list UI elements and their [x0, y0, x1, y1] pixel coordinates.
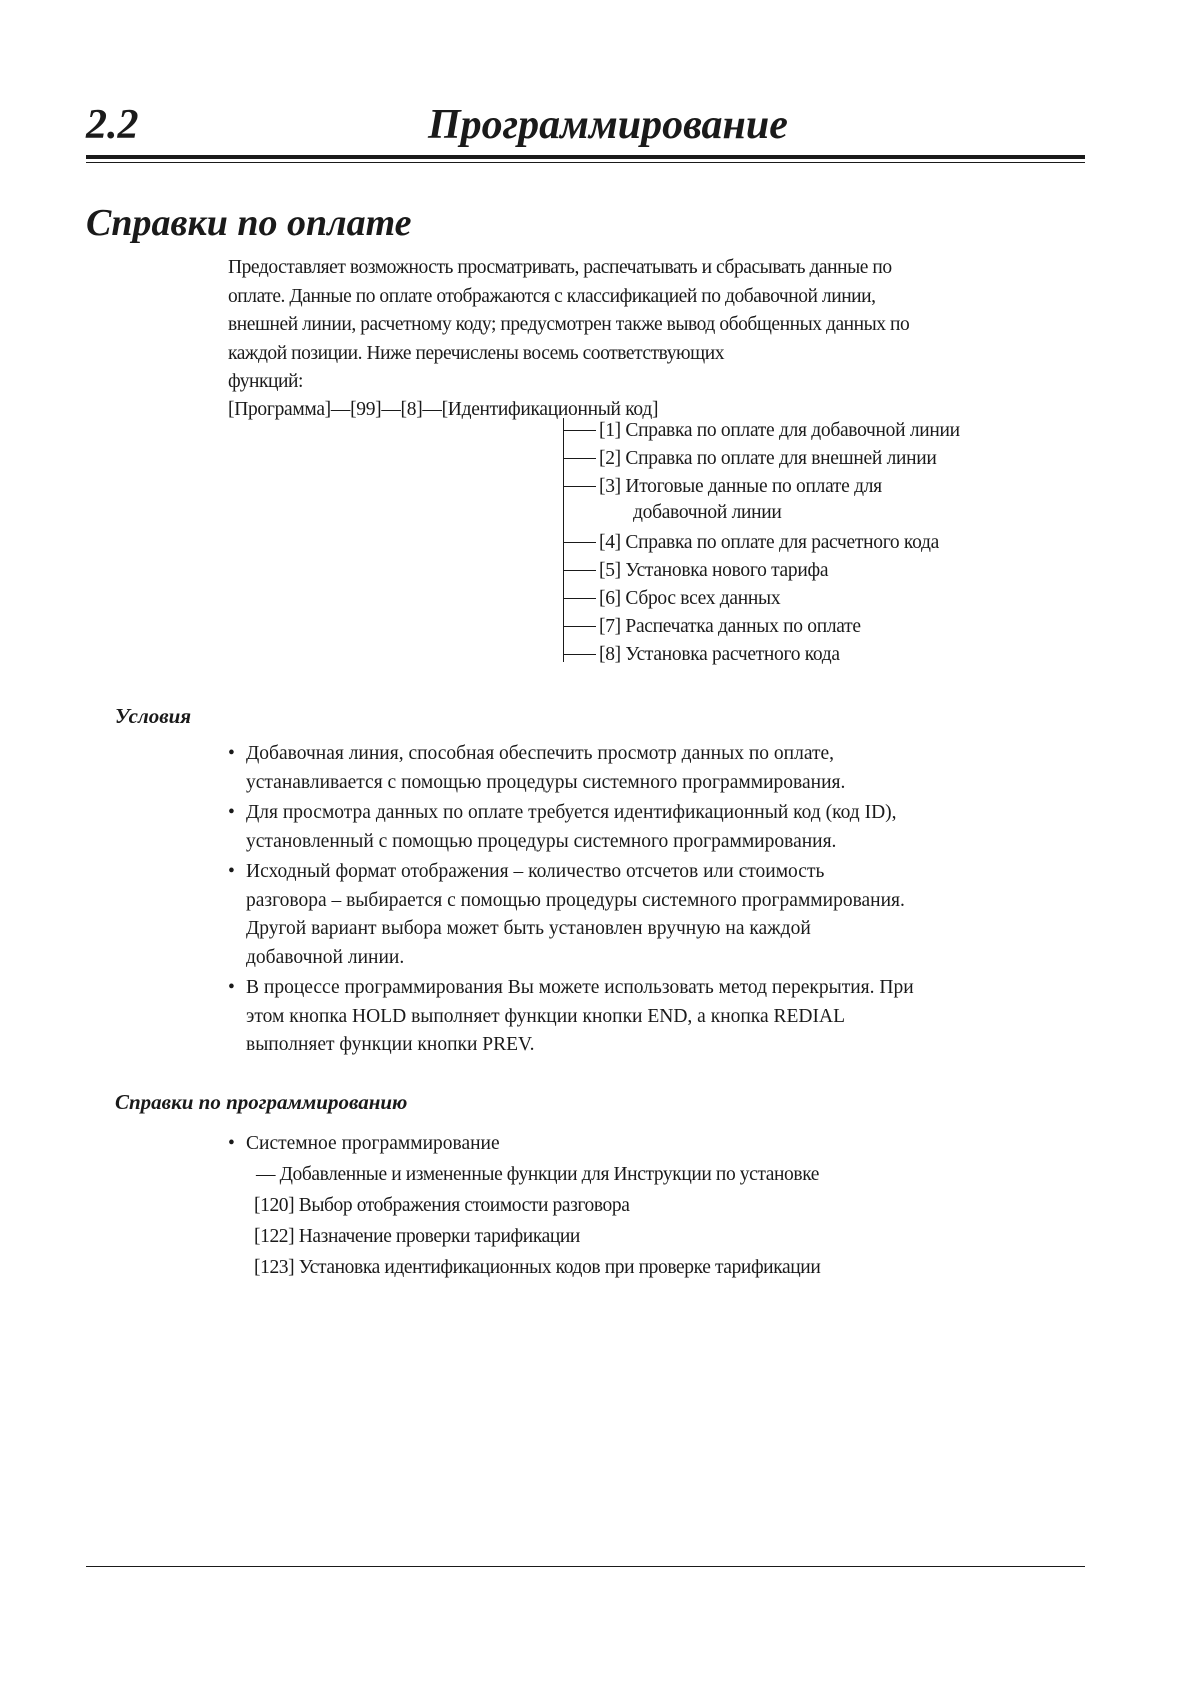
tree-item	[599, 586, 780, 612]
references-block	[228, 1128, 820, 1283]
tree-item	[599, 446, 937, 472]
reference-item: [123] Установка идентификационных кодов при проверке тарификации	[254, 1257, 821, 1278]
list-item-line: • Исходный формат отображения – количество отсчетов или стоимость	[246, 861, 825, 882]
list-item	[228, 974, 1088, 1060]
list-item-line: • В процессе программирования Вы можете использовать метод перекрытия. При	[246, 977, 914, 998]
list-item-line: разговора – выбирается с помощью процедуры системного программирования.	[246, 889, 905, 911]
list-item-line: выполняет функции кнопки PREV.	[246, 1034, 535, 1055]
tree-item	[599, 474, 882, 526]
tree-item	[599, 642, 840, 668]
list-item-line: Другой вариант выбора может быть установлен вручную на каждой	[246, 918, 811, 939]
tree-item-label: [8] Установка расчетного кода	[599, 644, 840, 665]
reference-subtitle: — Добавленные и измененные функции для Инструкции по установке	[256, 1164, 820, 1185]
list-item-line: этом кнопка HOLD выполняет функции кнопки END, а кнопка REDIAL	[246, 1005, 846, 1027]
reference-item: [122] Назначение проверки тарификации	[254, 1226, 580, 1247]
section-title: Справки по оплате	[86, 202, 412, 244]
tree-item-label: [2] Справка по оплате для внешней линии	[599, 448, 937, 469]
conditions-heading: Условия	[115, 704, 192, 728]
tree-item	[599, 530, 939, 556]
list-item	[228, 740, 1088, 797]
tree-item	[599, 558, 828, 584]
list-item: • Системное программирование	[228, 1128, 820, 1159]
intro-paragraph	[228, 254, 1068, 397]
reference-item: [120] Выбор отображения стоимости разговора	[254, 1195, 630, 1216]
tree-item-label: [6] Сброс всех данных	[599, 588, 781, 609]
tree-item-label: [1] Справка по оплате для добавочной линии	[599, 420, 960, 441]
list-item-line: • Добавочная линия, способная обеспечить просмотр данных по оплате,	[246, 743, 835, 764]
tree-item-label: [4] Справка по оплате для расчетного кода	[599, 532, 939, 553]
chapter-title: Программирование	[428, 102, 788, 148]
tree-item-label: [7] Распечатка данных по оплате	[599, 616, 861, 637]
intro-line: оплате. Данные по оплате отображаются с классификацией по добавочной линии,	[228, 285, 876, 307]
tree-item-label: [3] Итоговые данные по оплате для	[599, 476, 882, 497]
list-item-line: установленный с помощью процедуры системного программирования.	[246, 830, 837, 852]
footer-rule	[86, 1566, 1085, 1567]
intro-line: внешней линии, расчетному коду; предусмотрен также вывод обобщенных данных по	[228, 314, 910, 335]
tree-item-continuation: добавочной линии	[633, 502, 782, 523]
list-item	[228, 799, 1088, 856]
intro-line: каждой позиции. Ниже перечислены восемь соответствующих	[228, 342, 725, 364]
list-item-line: • Для просмотра данных по оплате требуется идентификационный код (код ID),	[246, 802, 897, 823]
tree-item	[599, 614, 861, 640]
key-sequence: [Программа]—[99]—[8]—[Идентификационный код]	[228, 399, 659, 420]
section-number: 2.2	[86, 102, 139, 148]
list-item-line: устанавливается с помощью процедуры системного программирования.	[246, 771, 846, 793]
tree-item	[599, 418, 960, 444]
intro-line: функций:	[228, 371, 303, 392]
list-item-line: добавочной линии.	[246, 946, 405, 968]
conditions-list	[228, 740, 1088, 1062]
tree-item-label: [5] Установка нового тарифа	[599, 560, 829, 581]
header-rule-thin	[86, 162, 1085, 163]
header-rule-thick	[86, 155, 1085, 159]
intro-line: Предоставляет возможность просматривать, распечатывать и сбрасывать данные по	[228, 257, 892, 278]
references-heading: Справки по программированию	[115, 1090, 408, 1114]
list-item	[228, 858, 1088, 972]
